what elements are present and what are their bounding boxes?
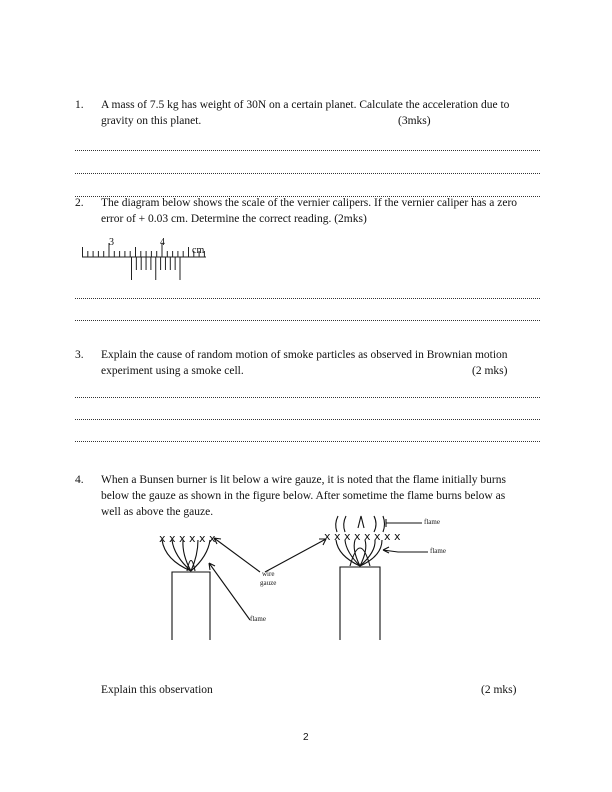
q1-text-line1: A mass of 7.5 kg has weight of 30N on a certain planet. Calculate the acceleration due to bbox=[101, 99, 510, 111]
svg-text:x x x x x x: x x x x x x bbox=[159, 532, 216, 545]
flame-arrow-right bbox=[383, 547, 428, 553]
q1-text-line2: gravity on this planet. bbox=[101, 115, 202, 127]
label-wire: wire bbox=[262, 570, 275, 578]
answer-line[interactable] bbox=[75, 298, 540, 299]
q3-number: 3. bbox=[75, 349, 84, 361]
q2-text-line1: The diagram below shows the scale of the vernier calipers. If the vernier caliper has a zero bbox=[101, 197, 518, 209]
q2-text-line2: error of + 0.03 cm. Determine the correct reading. (2mks) bbox=[101, 213, 367, 225]
wire-gauze-arrow-right bbox=[265, 539, 326, 572]
vernier-unit: cm bbox=[192, 245, 205, 256]
label-flame-top: flame bbox=[424, 518, 440, 526]
q1-number: 1. bbox=[75, 99, 84, 111]
label-flame-left: flame bbox=[250, 615, 266, 623]
answer-line[interactable] bbox=[75, 320, 540, 321]
q3-text-line1: Explain the cause of random motion of smoke particles as observed in Brownian motion bbox=[101, 349, 508, 361]
bunsen-burner-diagram bbox=[159, 516, 428, 640]
q3-marks: (2 mks) bbox=[472, 365, 508, 377]
page-number: 2 bbox=[303, 732, 309, 743]
label-flame-right: flame bbox=[430, 547, 446, 555]
right-burner-tube bbox=[340, 567, 380, 640]
q1-marks: (3mks) bbox=[398, 115, 431, 127]
flame-arrow-left bbox=[209, 563, 250, 620]
answer-line[interactable] bbox=[75, 397, 540, 398]
answer-line[interactable] bbox=[75, 441, 540, 442]
q3-text-line2: experiment using a smoke cell. bbox=[101, 365, 244, 377]
q4-text-line2: below the gauze as shown in the figure below. After sometime the flame burns below as bbox=[101, 490, 506, 502]
q4-marks: (2 mks) bbox=[481, 684, 517, 696]
q4-prompt: Explain this observation bbox=[101, 684, 213, 696]
vernier-label-4: 4 bbox=[160, 237, 165, 248]
answer-line[interactable] bbox=[75, 419, 540, 420]
q4-number: 4. bbox=[75, 474, 84, 486]
vernier-label-3: 3 bbox=[109, 237, 114, 248]
flame-pointer-top bbox=[386, 519, 422, 527]
wire-gauze-arrow-left bbox=[214, 538, 260, 572]
q2-number: 2. bbox=[75, 197, 84, 209]
left-burner-tube bbox=[172, 572, 210, 640]
left-wire-gauze-crosses bbox=[159, 532, 216, 545]
q4-text-line3: well as above the gauze. bbox=[101, 506, 214, 518]
q4-text-line1: When a Bunsen burner is lit below a wire gauze, it is noted that the flame initially burns bbox=[101, 474, 506, 486]
label-gauze: gauze bbox=[260, 579, 277, 587]
svg-text:x x x x x x x x: x x x x x x x x bbox=[324, 530, 401, 543]
vernier-scale-diagram bbox=[82, 243, 206, 280]
right-wire-gauze-crosses bbox=[324, 530, 401, 543]
